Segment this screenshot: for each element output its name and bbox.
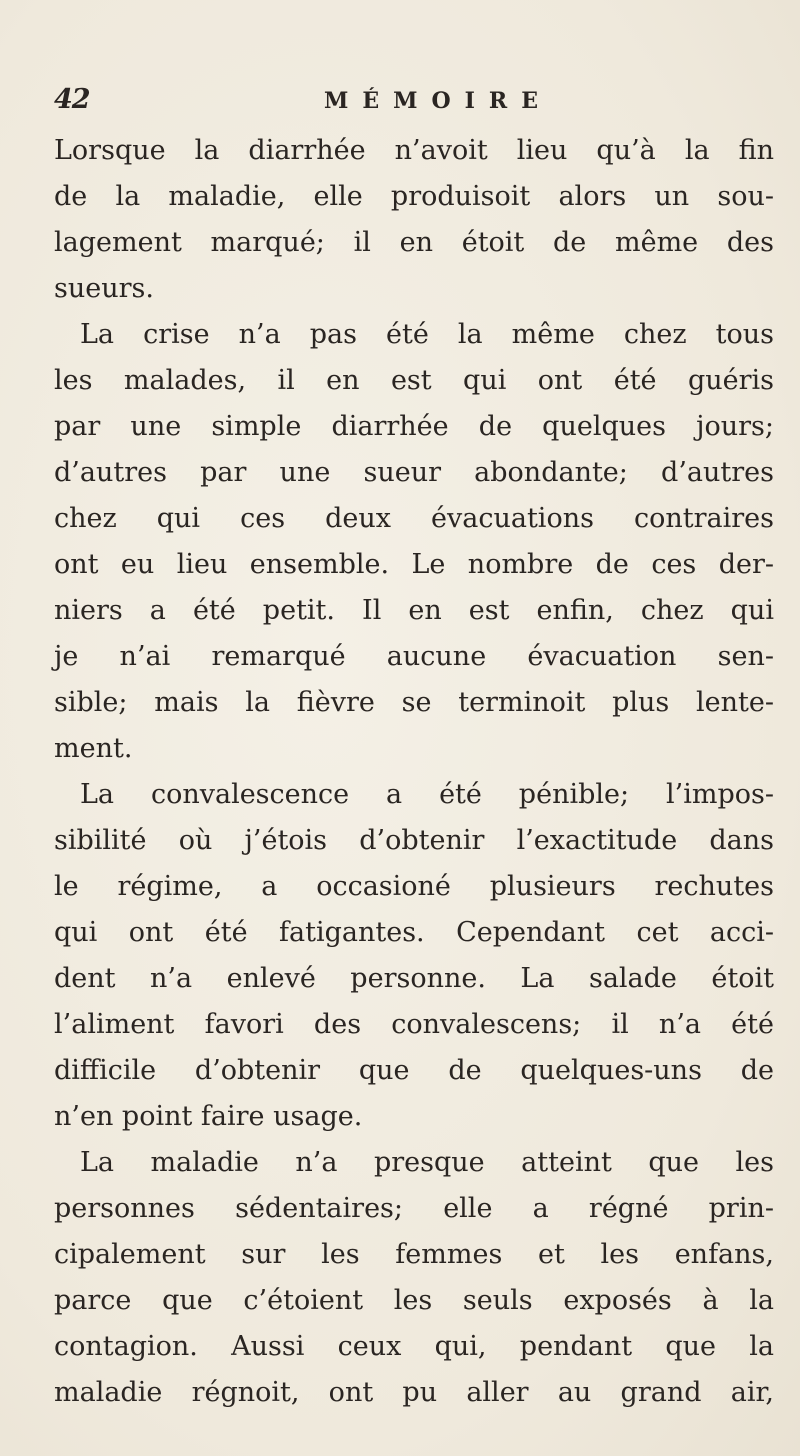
text-line: les malades, il en est qui ont été guéris	[54, 365, 774, 396]
text-line: ont eu lieu ensemble. Le nombre de ces der-	[54, 549, 774, 580]
body-text	[54, 128, 774, 1416]
text-line: sible; mais la fièvre se terminoit plus lente-	[54, 687, 774, 718]
text-line: de la maladie, elle produisoit alors un sou-	[54, 181, 774, 212]
text-line: La maladie n’a presque atteint que les	[80, 1147, 774, 1178]
text-line: le régime, a occasioné plusieurs rechutes	[54, 871, 774, 902]
page-number: 42	[54, 84, 90, 115]
text-line: dent n’a enlevé personne. La salade étoit	[54, 963, 774, 994]
text-line: difficile d’obtenir que de quelques-uns de	[54, 1055, 774, 1086]
text-line: je n’ai remarqué aucune évacuation sen-	[54, 641, 774, 672]
text-line: par une simple diarrhée de quelques jours;	[54, 411, 774, 442]
paragraph	[54, 772, 774, 1140]
text-line: Lorsque la diarrhée n’avoit lieu qu’à la fin	[54, 135, 774, 166]
text-line: niers a été petit. Il en est enfin, chez qui	[54, 595, 774, 626]
text-line: chez qui ces deux évacuations contraires	[54, 503, 774, 534]
text-line: cipalement sur les femmes et les enfans,	[54, 1239, 774, 1270]
text-line: lagement marqué; il en étoit de même des	[54, 227, 774, 258]
text-line: ment.	[54, 733, 133, 764]
text-line: sueurs.	[54, 273, 154, 304]
text-line: La crise n’a pas été la même chez tous	[80, 319, 774, 350]
text-line: d’autres par une sueur abondante; d’autres	[54, 457, 774, 488]
text-line: n’en point faire usage.	[54, 1101, 363, 1132]
page-header	[54, 84, 774, 124]
text-line: l’aliment favori des convalescens; il n’a été	[54, 1009, 774, 1040]
running-title: MÉMOIRE	[324, 88, 552, 114]
paragraph	[54, 1140, 774, 1416]
text-line: sibilité où j’étois d’obtenir l’exactitude dans	[54, 825, 774, 856]
text-line: maladie régnoit, ont pu aller au grand air,	[54, 1377, 774, 1408]
paragraph	[54, 312, 774, 772]
text-line: parce que c’étoient les seuls exposés à la	[54, 1285, 774, 1316]
text-line: La convalescence a été pénible; l’impos-	[80, 779, 774, 810]
text-line: personnes sédentaires; elle a régné prin-	[54, 1193, 774, 1224]
paragraph	[54, 128, 774, 312]
text-line: contagion. Aussi ceux qui, pendant que la	[54, 1331, 774, 1362]
text-line: qui ont été fatigantes. Cependant cet acci-	[54, 917, 774, 948]
